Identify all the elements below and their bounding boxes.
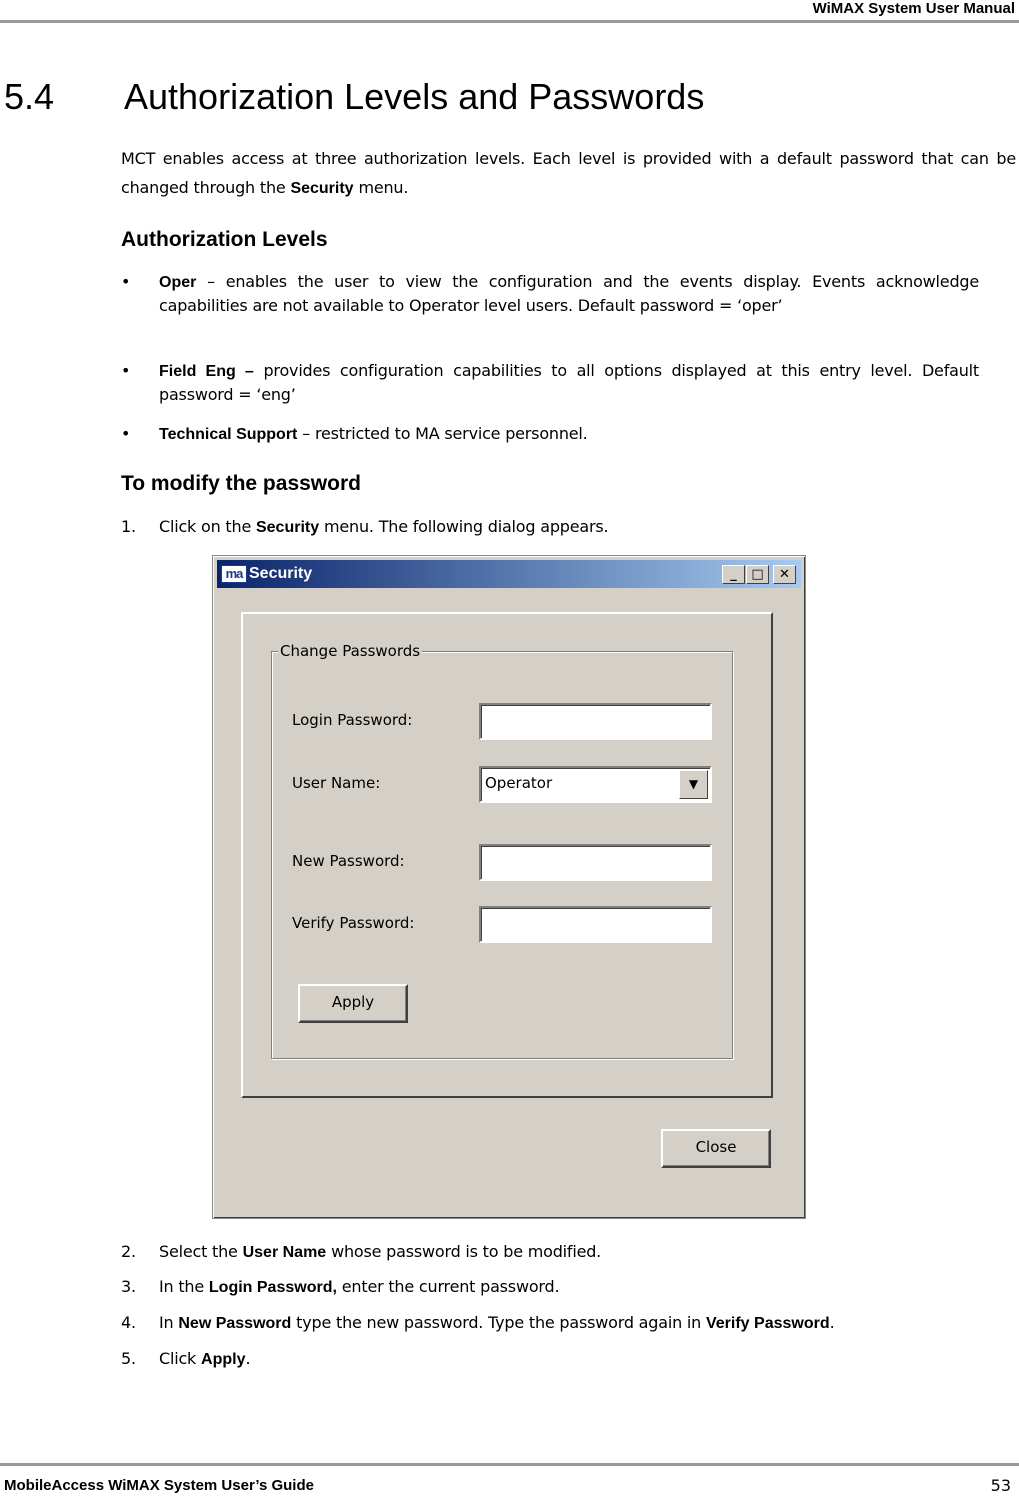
step-term: New Password [178, 1315, 292, 1332]
header-rule [0, 20, 1019, 23]
list-item [121, 270, 979, 317]
step-number: 1. [121, 517, 136, 536]
list-item [121, 422, 979, 446]
bullet-icon: • [121, 424, 131, 443]
step-item [121, 515, 1016, 539]
step-number: 2. [121, 1242, 136, 1261]
verify-password-label: Verify Password: [292, 914, 415, 932]
new-password-label: New Password: [292, 852, 405, 870]
user-name-select[interactable] [479, 766, 712, 803]
step-item [121, 1347, 1016, 1371]
step-text: whose password is to be modified. [326, 1242, 602, 1261]
step-text: Click [159, 1349, 202, 1368]
running-header: WiMAX System User Manual [812, 0, 1015, 17]
section-number: 5.4 [4, 76, 55, 117]
close-icon[interactable]: ✕ [773, 565, 796, 584]
step-text: Click on the [159, 517, 256, 536]
step-text: . [829, 1313, 835, 1332]
maximize-button[interactable]: □ [746, 565, 769, 584]
group-title: Change Passwords [280, 642, 421, 660]
intro-paragraph [121, 144, 1016, 203]
login-password-label: Login Password: [292, 711, 413, 729]
step-text: menu. The following dialog appears. [319, 517, 609, 536]
minimize-button[interactable]: _ [722, 565, 745, 584]
apply-button[interactable]: Apply [298, 984, 408, 1023]
step-text: type the new password. Type the password again in [291, 1313, 706, 1332]
auth-levels-heading: Authorization Levels [121, 228, 328, 251]
user-name-value: Operator [485, 774, 553, 792]
step-text: . [245, 1349, 251, 1368]
user-name-label: User Name: [292, 774, 381, 792]
step-term: Security [255, 519, 320, 536]
level-desc: – restricted to MA service personnel. [297, 424, 588, 443]
dialog-title: Security [249, 565, 313, 582]
level-term: Field Eng – [159, 363, 254, 380]
intro-security-term: Security [290, 180, 354, 197]
dialog-titlebar[interactable] [217, 560, 801, 588]
step-term: Apply [201, 1351, 246, 1368]
step-number: 3. [121, 1277, 136, 1296]
step-term: User Name [242, 1244, 327, 1261]
step-text: Select the [159, 1242, 243, 1261]
step-item [121, 1311, 1016, 1335]
verify-password-field[interactable] [479, 906, 712, 943]
new-password-field[interactable] [479, 844, 712, 881]
bullet-icon: • [121, 361, 131, 380]
step-term: Login Password, [208, 1279, 337, 1296]
modify-heading: To modify the password [121, 472, 361, 495]
section-title: Authorization Levels and Passwords [124, 76, 705, 117]
security-dialog [212, 555, 806, 1219]
chevron-down-icon[interactable]: ▼ [679, 770, 708, 799]
step-term: Verify Password [705, 1315, 830, 1332]
level-desc: provides configuration capabilities to all options displayed at this entry level. Default password = ‘eng’ [159, 361, 980, 404]
list-item [121, 359, 979, 406]
page-number: 53 [990, 1476, 1011, 1495]
login-password-field[interactable] [479, 703, 712, 740]
bullet-icon: • [121, 272, 131, 291]
step-item [121, 1275, 1016, 1299]
level-term: Technical Support [159, 426, 298, 443]
intro-text-end: menu. [353, 178, 409, 197]
footer-rule [0, 1463, 1019, 1466]
step-text: In the [159, 1277, 209, 1296]
step-number: 5. [121, 1349, 136, 1368]
level-desc: – enables the user to view the configuration and the events display. Events acknowledge capabilities are not available to Operator level users. Default password = ‘oper’ [159, 272, 979, 315]
app-logo-icon: ma [221, 565, 247, 583]
step-number: 4. [121, 1313, 136, 1332]
intro-text: MCT enables access at three authorization levels. Each level is provided with a default password that can be changed through the [121, 149, 1016, 197]
close-button[interactable]: Close [661, 1129, 771, 1168]
step-item [121, 1240, 1016, 1264]
step-text: enter the current password. [336, 1277, 560, 1296]
level-term: Oper [159, 274, 197, 291]
step-text: In [159, 1313, 179, 1332]
footer-guide-title: MobileAccess WiMAX System User’s Guide [4, 1477, 314, 1494]
